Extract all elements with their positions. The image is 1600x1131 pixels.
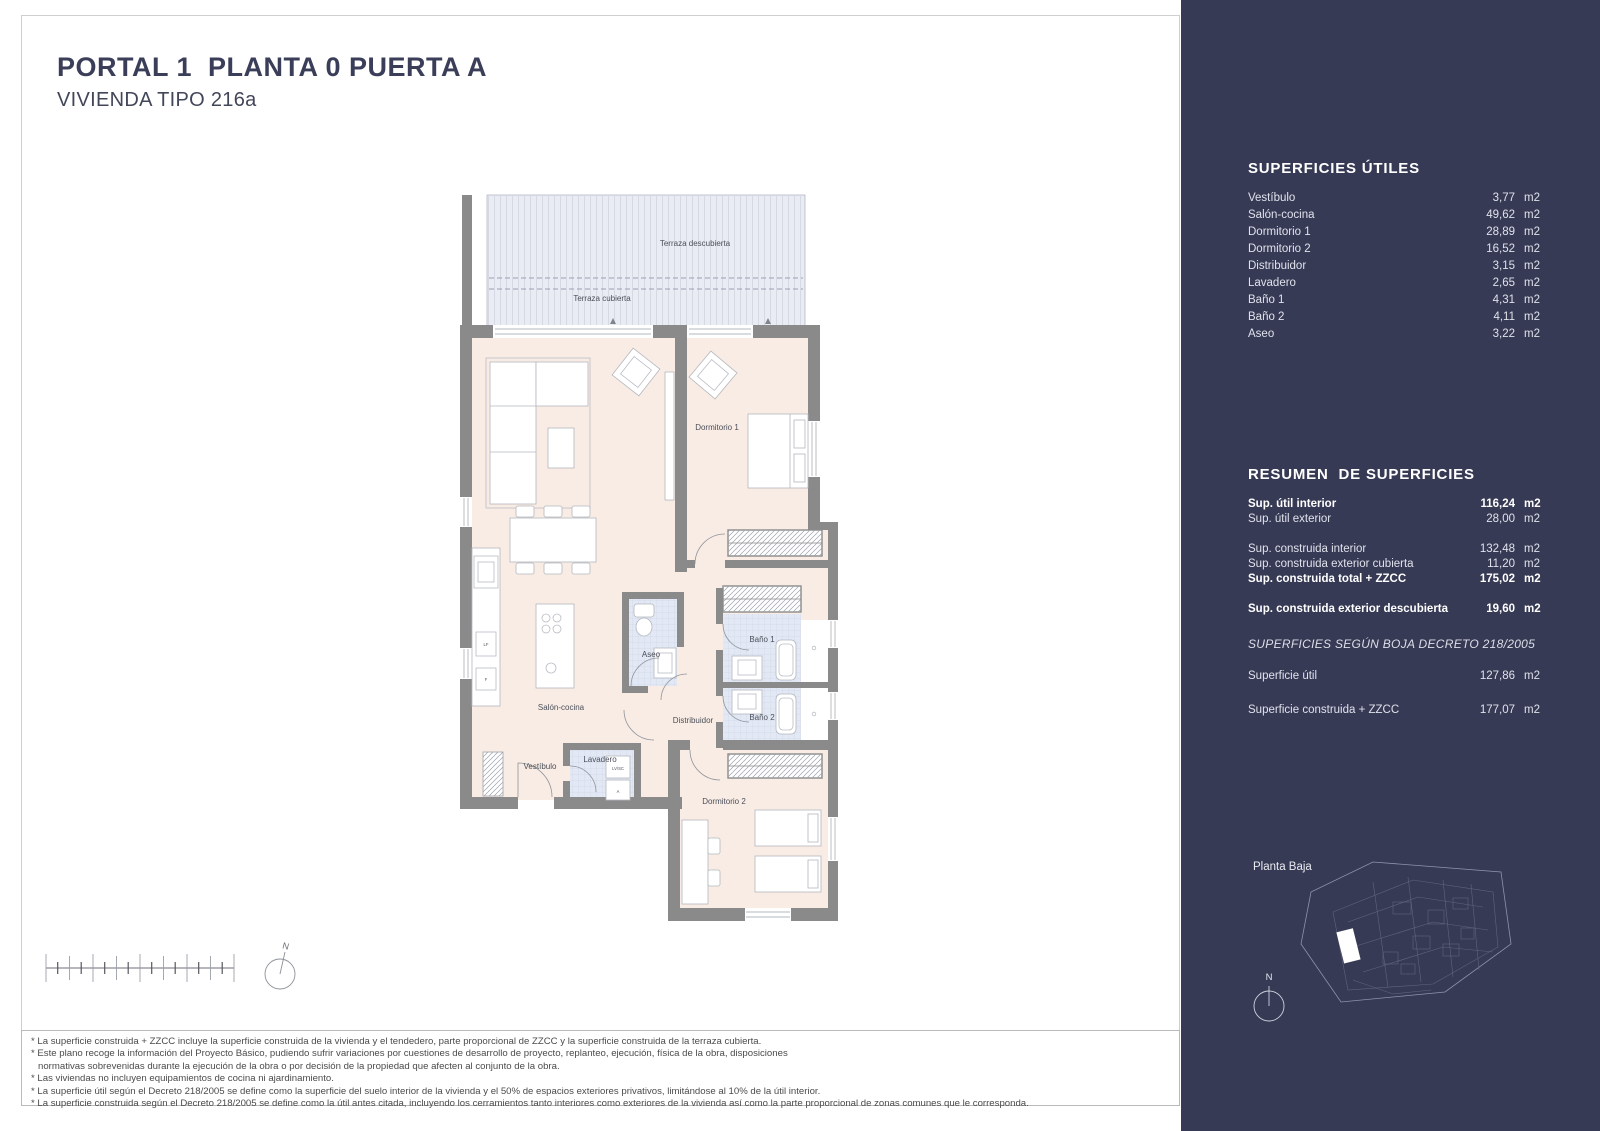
table-row <box>1248 309 1548 326</box>
table-row <box>1248 542 1548 557</box>
superficies-utiles-title: SUPERFICIES ÚTILES <box>1248 160 1420 177</box>
footnotes-box <box>21 1030 1180 1110</box>
row-value: 3,15 <box>1492 260 1515 272</box>
scale-bar <box>42 928 242 992</box>
table-row <box>1248 512 1548 527</box>
resumen-group <box>1248 542 1548 587</box>
resumen-table <box>1248 497 1548 617</box>
superficies-utiles-table <box>1248 190 1548 343</box>
room-label-aseo: Aseo <box>641 650 661 659</box>
room-label-terraza-cubierta: Terraza cubierta <box>573 294 631 303</box>
footnote-line: * La superficie construida + ZZCC incluye la superficie construida de la vivienda y el tendedero, parte proporcional de ZZCC y la superficie construida de la terraza cubierta. <box>31 1036 762 1047</box>
row-label: Sup. construida interior <box>1248 543 1367 555</box>
row-value: 127,86 <box>1479 670 1515 682</box>
table-row <box>1248 668 1548 685</box>
row-label: Sup. útil exterior <box>1248 513 1332 525</box>
site-map <box>1293 852 1523 1010</box>
row-label: Sup. construida exterior cubierta <box>1248 558 1414 570</box>
resumen-section <box>1248 466 1548 632</box>
row-value: 3,22 <box>1492 328 1515 340</box>
room-label-lavadero: Lavadero <box>583 755 617 764</box>
row-value: 175,02 <box>1479 573 1515 585</box>
room-label-bano-2: Baño 2 <box>749 713 775 722</box>
appliance-label-f: F <box>484 677 488 682</box>
table-row <box>1248 258 1548 275</box>
row-value: 11,20 <box>1487 558 1515 570</box>
row-label: Sup. construida total + ZZCC <box>1248 573 1407 585</box>
resumen-title: RESUMEN DE SUPERFICIES <box>1248 466 1475 483</box>
table-row <box>1248 190 1548 207</box>
row-unit: m2 <box>1524 543 1540 555</box>
footnote-line: * La superficie construida según el Decreto 218/2005 se define como la útil antes citada, incluyendo los cerramientos tanto interiores como exteriores de la vivienda así como la parte proporcional de zonas comunes que le corresponda. <box>31 1098 1029 1110</box>
room-label-bano-1: Baño 1 <box>749 635 775 644</box>
row-label: Sup. útil interior <box>1248 498 1337 510</box>
row-value: 4,31 <box>1492 294 1515 306</box>
row-label: Salón-cocina <box>1248 209 1315 221</box>
room-label-dormitorio-1: Dormitorio 1 <box>695 423 739 432</box>
row-unit: m2 <box>1524 226 1540 238</box>
room-label-distribuidor: Distribuidor <box>672 716 714 725</box>
page-subtitle: VIVIENDA TIPO 216a <box>57 89 257 111</box>
row-value: 2,65 <box>1492 277 1515 289</box>
row-unit: m2 <box>1524 603 1541 615</box>
room-label-salon-cocina: Salón-cocina <box>537 703 585 712</box>
page-title: PORTAL 1 PLANTA 0 PUERTA A <box>57 52 488 82</box>
floor-plan <box>440 180 840 925</box>
boja-table <box>1248 668 1548 719</box>
appliance-label-lf: LF <box>483 642 489 647</box>
row-label: Baño 1 <box>1248 294 1285 306</box>
row-value: 16,52 <box>1486 243 1515 255</box>
table-row <box>1248 207 1548 224</box>
boja-section <box>1248 637 1548 719</box>
appliance-label-a: A <box>616 789 620 794</box>
row-unit: m2 <box>1524 192 1540 204</box>
room-label-dormitorio-2: Dormitorio 2 <box>702 797 746 806</box>
row-unit: m2 <box>1524 513 1540 525</box>
row-unit: m2 <box>1524 670 1540 682</box>
row-unit: m2 <box>1524 328 1540 340</box>
row-unit: m2 <box>1524 704 1540 716</box>
row-label: Dormitorio 1 <box>1248 226 1311 238</box>
row-unit: m2 <box>1524 243 1540 255</box>
site-highlight-unit <box>1336 928 1360 963</box>
table-row <box>1248 224 1548 241</box>
row-value: 28,00 <box>1486 513 1515 525</box>
footnote-line: * Las viviendas no incluyen equipamientos de cocina ni ajardinamiento. <box>31 1073 334 1085</box>
row-unit: m2 <box>1524 311 1540 323</box>
row-label: Superficie construida + ZZCC <box>1248 704 1400 716</box>
row-label: Superficie útil <box>1248 670 1318 682</box>
footnote-line: * Este plano recoge la información del Proyecto Básico, pudiendo sufrir variaciones por cuestiones de desarrollo de proyecto, replanteo, ejecución, física de la obra, disposiciones <box>31 1048 788 1060</box>
table-row <box>1248 572 1548 587</box>
table-row <box>1248 557 1548 572</box>
north-letter: N <box>1265 972 1273 983</box>
table-row <box>1248 292 1548 309</box>
row-label: Baño 2 <box>1248 311 1285 323</box>
row-unit: m2 <box>1524 498 1541 510</box>
header <box>57 52 487 112</box>
terrace <box>462 195 805 328</box>
row-unit: m2 <box>1524 277 1540 289</box>
row-value: 3,77 <box>1492 192 1515 204</box>
resumen-group <box>1248 497 1548 527</box>
row-value: 116,24 <box>1480 498 1515 510</box>
table-row <box>1248 602 1548 617</box>
row-value: 4,11 <box>1493 311 1515 323</box>
north-arrow <box>258 938 302 996</box>
site-plan-label: Planta Baja <box>1253 861 1312 873</box>
row-unit: m2 <box>1524 573 1541 585</box>
table-row <box>1248 497 1548 512</box>
row-unit: m2 <box>1524 209 1540 221</box>
north-letter: N <box>281 940 291 952</box>
sidebar-north-arrow <box>1247 968 1291 1026</box>
row-label: Distribuidor <box>1248 260 1307 272</box>
row-value: 19,60 <box>1486 603 1515 615</box>
row-label: Lavadero <box>1248 277 1296 289</box>
row-label: Aseo <box>1248 328 1275 340</box>
room-label-vestibulo: Vestíbulo <box>523 762 557 771</box>
row-label: Sup. construida exterior descubierta <box>1248 603 1449 615</box>
row-label: Vestíbulo <box>1248 192 1296 204</box>
row-value: 177,07 <box>1479 704 1515 716</box>
row-unit: m2 <box>1524 294 1540 306</box>
row-unit: m2 <box>1524 260 1540 272</box>
sidebar <box>1181 0 1600 1131</box>
footnote-line: * La superficie útil según el Decreto 218/2005 se define como la superficie del suelo interior de la vivienda y el 50% de espacios exteriores privativos, limitándose al 10% de la útil interior. <box>31 1085 821 1097</box>
appliance-label-lvsc: LV/SC <box>612 766 624 771</box>
boja-title: SUPERFICIES SEGÚN BOJA DECRETO 218/2005 <box>1248 637 1536 651</box>
resumen-group <box>1248 602 1548 617</box>
table-row <box>1248 275 1548 292</box>
row-value: 132,48 <box>1479 543 1515 555</box>
row-value: 28,89 <box>1486 226 1515 238</box>
table-row <box>1248 241 1548 258</box>
row-label: Dormitorio 2 <box>1248 243 1311 255</box>
room-label-terraza-descubierta: Terraza descubierta <box>659 239 731 248</box>
superficies-utiles-section <box>1248 160 1548 343</box>
row-unit: m2 <box>1524 558 1540 570</box>
table-row <box>1248 326 1548 343</box>
table-row <box>1248 702 1548 719</box>
row-value: 49,62 <box>1486 209 1515 221</box>
footnote-line: normativas sobrevenidas durante la ejecución de la obra o por decisión de la propiedad que afecten al conjunto de la obra. <box>38 1060 560 1072</box>
